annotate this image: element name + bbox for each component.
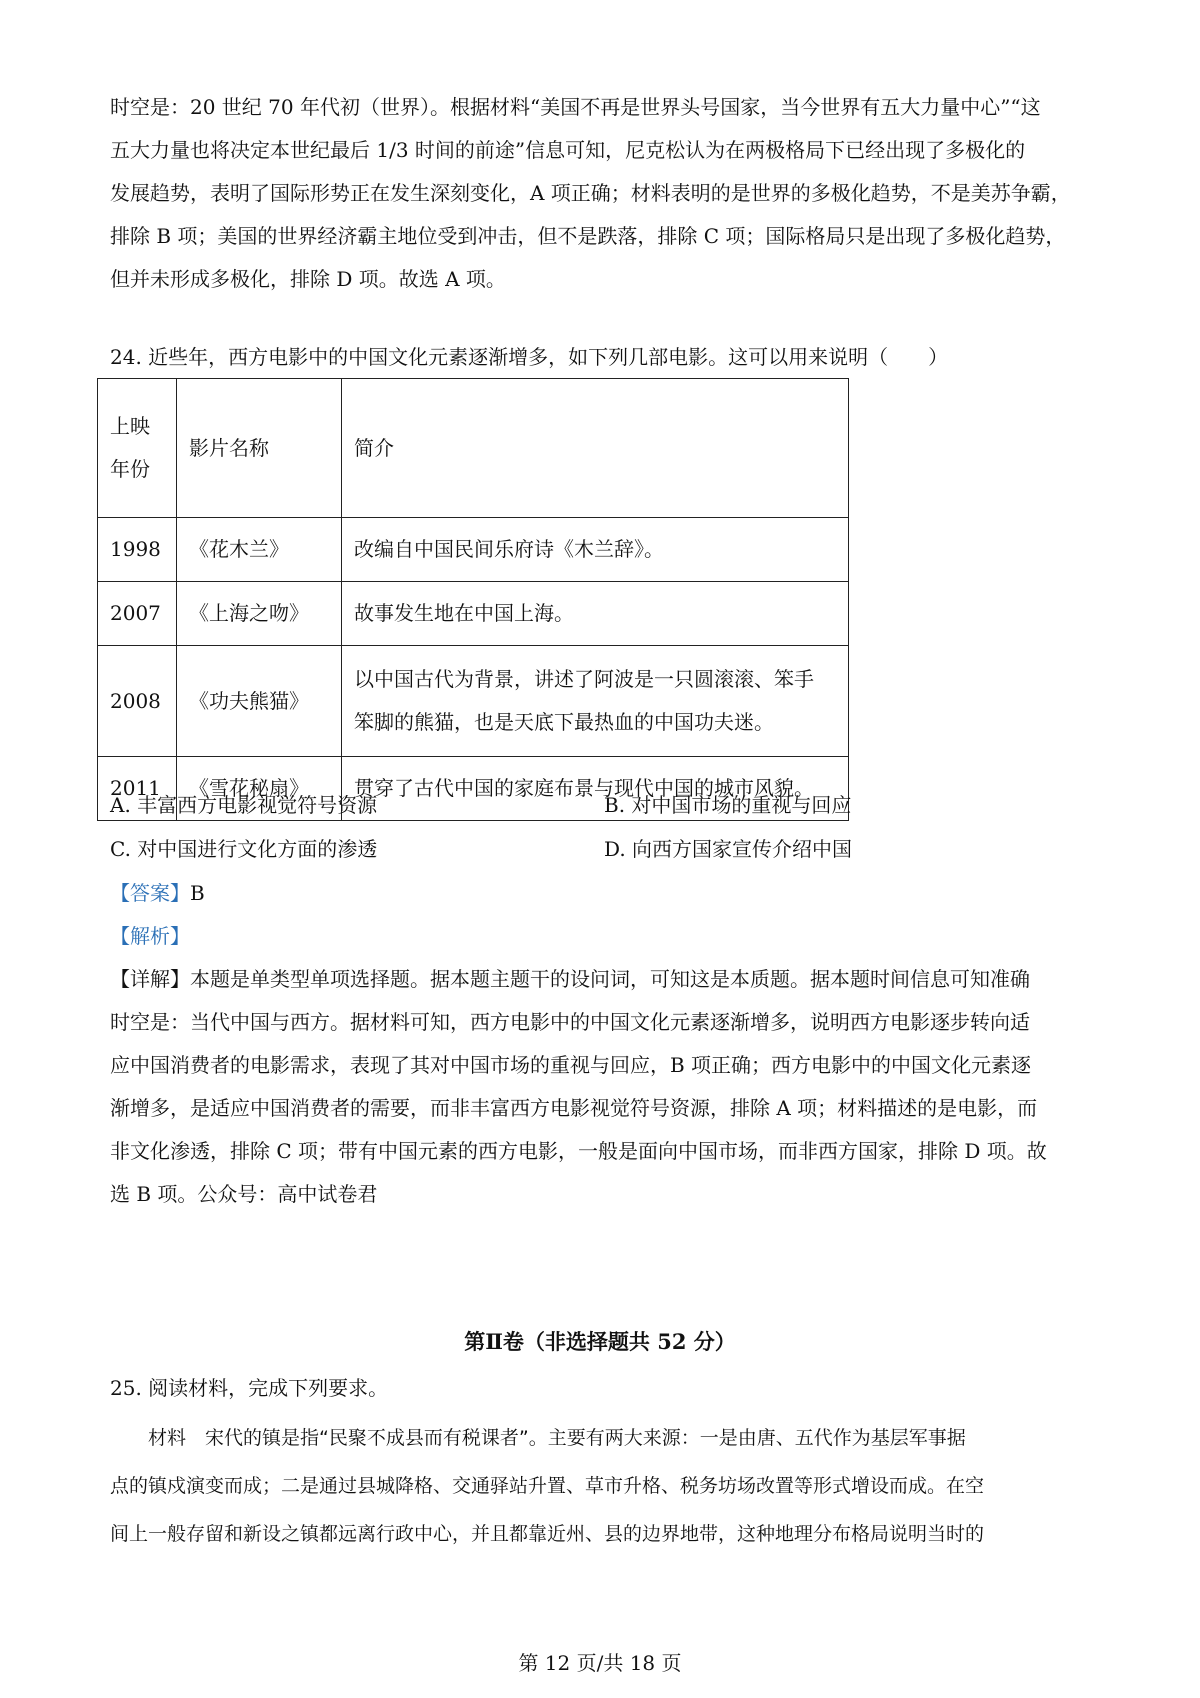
option-c: C. 对中国进行文化方面的渗透: [110, 837, 378, 861]
header-year: 上映 年份: [98, 379, 177, 518]
text-line: 非文化渗透，排除 C 项；带有中国元素的西方电影，一般是面向中国市场，而非西方国家，排除 D 项。故: [110, 1139, 1047, 1163]
text-line: 时空是：当代中国与西方。据材料可知，西方电影中的中国文化元素逐渐增多，说明西方电影逐步转向适: [110, 1010, 1030, 1034]
cell-year: 2007: [98, 582, 177, 646]
text-line: 点的镇戍演变而成；二是通过县城降格、交通驿站升置、草市升格、税务坊场改置等形式增设而成。在空: [110, 1475, 985, 1497]
cell-year: 2011: [98, 757, 177, 821]
option-a: A. 丰富西方电影视觉符号资源: [110, 793, 378, 817]
header-title: 影片名称: [177, 379, 342, 518]
cell-intro: 贯穿了古代中国的家庭布景与现代中国的城市风貌。: [342, 757, 849, 821]
text-line: 但并未形成多极化，排除 D 项。故选 A 项。: [110, 267, 506, 291]
text-line: 【详解】本题是单类型单项选择题。据本题主题干的设问词，可知这是本质题。据本题时间信息可知准确: [110, 967, 1030, 991]
text-line: 时空是：20 世纪 70 年代初（世界）。根据材料“美国不再是世界头号国家，当今世界有五大力量中心”“这: [110, 95, 1041, 119]
answer-line: [110, 872, 205, 915]
table-row: [98, 518, 849, 582]
table-row: [98, 582, 849, 646]
option-b: B. 对中国市场的重视与回应: [604, 793, 852, 817]
text-line: 发展趋势，表明了国际形势正在发生深刻变化，A 项正确；材料表明的是世界的多极化趋势，不是美苏争霸，: [110, 181, 1071, 205]
cell-title: 《上海之吻》: [177, 582, 342, 646]
answer-value: B: [190, 881, 205, 905]
table-row: [98, 646, 849, 757]
previous-explanation: [110, 86, 1100, 301]
page-footer: 第 12 页/共 18 页: [518, 1651, 682, 1675]
table-header-row: [98, 379, 849, 518]
text-line: 间上一般存留和新设之镇都远离行政中心，并且都靠近州、县的边界地带，这种地理分布格局说明当时的: [110, 1523, 985, 1545]
answer-tag: 【答案】: [110, 881, 190, 905]
option-d: D. 向西方国家宣传介绍中国: [604, 837, 853, 861]
material-text: [110, 1414, 1100, 1558]
text-line: 应中国消费者的电影需求，表现了其对中国市场的重视与回应，B 项正确；西方电影中的中国文化元素逐: [110, 1053, 1032, 1077]
section-title: 第Ⅱ卷（非选择题共 52 分）: [464, 1329, 736, 1354]
cell-intro: 故事发生地在中国上海。: [342, 582, 849, 646]
text-line: 五大力量也将决定本世纪最后 1/3 时间的前途”信息可知，尼克松认为在两极格局下已经出现了多极化的: [110, 138, 1026, 162]
cell-title: 《功夫熊猫》: [177, 646, 342, 757]
question-25-stem: 25. 阅读材料，完成下列要求。: [110, 1376, 389, 1400]
cell-intro: 以中国古代为背景，讲述了阿波是一只圆滚滚、笨手 笨脚的熊猫，也是天底下最热血的中国功夫迷。: [342, 646, 849, 757]
header-intro: 简介: [342, 379, 849, 518]
text-line: 渐增多，是适应中国消费者的需要，而非丰富西方电影视觉符号资源，排除 A 项；材料描述的是电影，而: [110, 1096, 1038, 1120]
analysis-tag: 【解析】: [110, 924, 190, 948]
cell-year: 1998: [98, 518, 177, 582]
cell-intro: 改编自中国民间乐府诗《木兰辞》。: [342, 518, 849, 582]
cell-title: 《花木兰》: [177, 518, 342, 582]
text-line: 选 B 项。公众号：高中试卷君: [110, 1182, 378, 1206]
film-table: [97, 378, 849, 821]
cell-title: 《雪花秘扇》: [177, 757, 342, 821]
text-line: 材料 宋代的镇是指“民聚不成县而有税课者”。主要有两大来源：一是由唐、五代作为基层军事据: [110, 1427, 966, 1449]
question-24-stem: 24. 近些年，西方电影中的中国文化元素逐渐增多，如下列几部电影。这可以用来说明（ ）: [110, 345, 949, 369]
text-line: 排除 B 项；美国的世界经济霸主地位受到冲击，但不是跌落，排除 C 项；国际格局只是出现了多极化趋势，: [110, 224, 1066, 248]
cell-year: 2008: [98, 646, 177, 757]
detail-explanation: [110, 958, 1100, 1216]
